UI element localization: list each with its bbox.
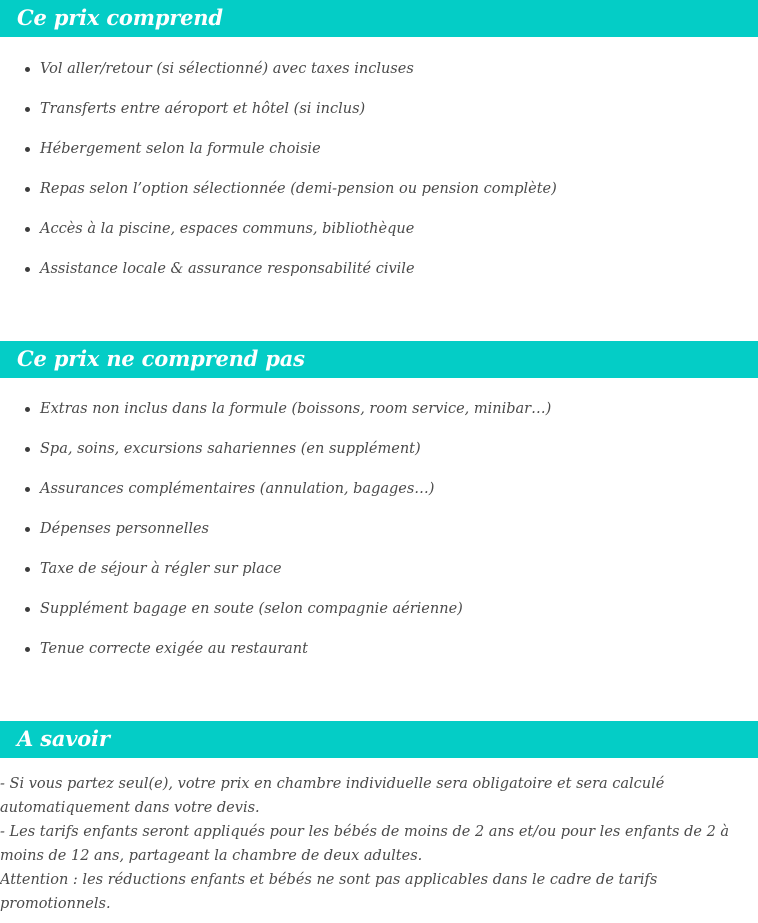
list-item: Spa, soins, excursions sahariennes (en supplément) (0, 429, 758, 469)
list-item: Accès à la piscine, espaces communs, bibliothèque (0, 209, 758, 249)
note-paragraph: - Si vous partez seul(e), votre prix en chambre individuelle sera obligatoire et sera calculé automatiquement dans votre devis. (0, 776, 665, 816)
section-header-not-included: Ce prix ne comprend pas (0, 341, 758, 378)
to-know-notes (0, 758, 758, 916)
not-included-list (0, 389, 758, 669)
list-item: Vol aller/retour (si sélectionné) avec taxes incluses (0, 49, 758, 89)
section-header-included: Ce prix comprend (0, 0, 758, 37)
included-list (0, 49, 758, 289)
note-paragraph: - Les tarifs enfants seront appliqués pour les bébés de moins de 2 ans et/ou pour les enfants de 2 à moins de 12 ans, partageant la chambre de deux adultes. (0, 824, 730, 864)
section-header-to-know: A savoir (0, 721, 758, 758)
list-item: Taxe de séjour à régler sur place (0, 549, 758, 589)
list-item: Transferts entre aéroport et hôtel (si inclus) (0, 89, 758, 129)
list-item: Dépenses personnelles (0, 509, 758, 549)
spacer-included-top (0, 37, 758, 49)
list-item: Assurances complémentaires (annulation, bagages…) (0, 469, 758, 509)
note-paragraph: Attention : les réductions enfants et bébés ne sont pas applicables dans le cadre de tarifs promotionnels. (0, 872, 658, 912)
list-item: Tenue correcte exigée au restaurant (0, 629, 758, 669)
list-item: Repas selon l’option sélectionnée (demi-pension ou pension complète) (0, 169, 758, 209)
spacer-not-included-top (0, 378, 758, 389)
spacer-between-excluded-and-to-know (0, 669, 758, 721)
list-item: Assistance locale & assurance responsabilité civile (0, 249, 758, 289)
spacer-between-included-and-excluded (0, 289, 758, 341)
list-item: Hébergement selon la formule choisie (0, 129, 758, 169)
list-item: Supplément bagage en soute (selon compagnie aérienne) (0, 589, 758, 629)
list-item: Extras non inclus dans la formule (boissons, room service, minibar…) (0, 389, 758, 429)
